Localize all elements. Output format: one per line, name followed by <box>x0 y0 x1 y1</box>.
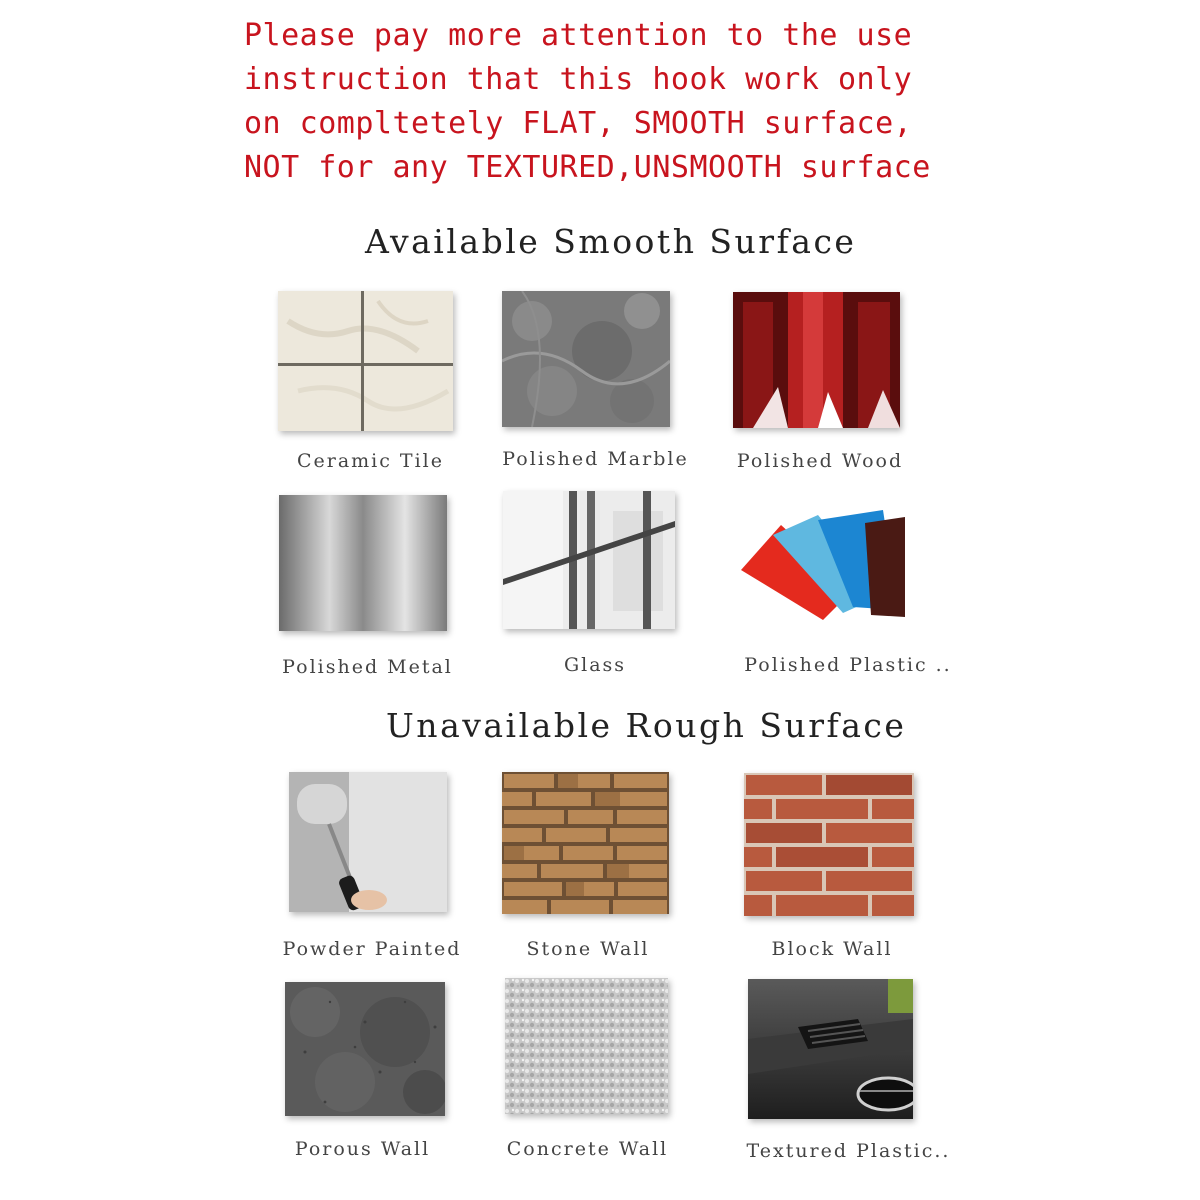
notice-line: instruction that this hook work only <box>244 62 913 97</box>
powder-painted-image <box>289 772 447 912</box>
polished-plastic-image <box>733 495 911 635</box>
polished-marble-image <box>502 291 670 427</box>
stone-wall-image <box>502 772 669 914</box>
surface-label: Ceramic Tile <box>296 450 445 472</box>
surface-label: Polished Wood <box>736 450 904 472</box>
unavailable-surface-title: Unavailable Rough Surface <box>386 706 907 745</box>
polished-wood-image <box>733 292 900 428</box>
concrete-wall-image <box>505 978 668 1114</box>
notice-line: NOT for any TEXTURED,UNSMOOTH surface <box>244 150 931 185</box>
surface-label: Textured Plastic.. <box>746 1140 951 1162</box>
surface-label: Stone Wall <box>526 938 650 960</box>
surface-label: Glass <box>563 654 627 676</box>
glass-image <box>503 491 675 629</box>
polished-metal-image <box>279 495 447 631</box>
surface-label: Polished Plastic .. <box>744 654 952 676</box>
surface-label: Porous Wall <box>294 1138 431 1160</box>
usage-notice <box>244 14 1004 190</box>
surface-label: Powder Painted <box>282 938 462 960</box>
surface-label: Polished Metal <box>282 656 453 678</box>
surface-label: Polished Marble <box>502 448 689 470</box>
ceramic-tile-image <box>278 291 453 431</box>
available-surface-title: Available Smooth Surface <box>365 222 857 261</box>
porous-wall-image <box>285 982 445 1116</box>
surface-label: Concrete Wall <box>506 1138 669 1160</box>
notice-line: Please pay more attention to the use <box>244 18 913 53</box>
surface-label: Block Wall <box>771 938 893 960</box>
textured-plastic-image <box>748 979 913 1119</box>
block-wall-image <box>744 773 914 916</box>
notice-line: on compltetely FLAT, SMOOTH surface, <box>244 106 913 141</box>
